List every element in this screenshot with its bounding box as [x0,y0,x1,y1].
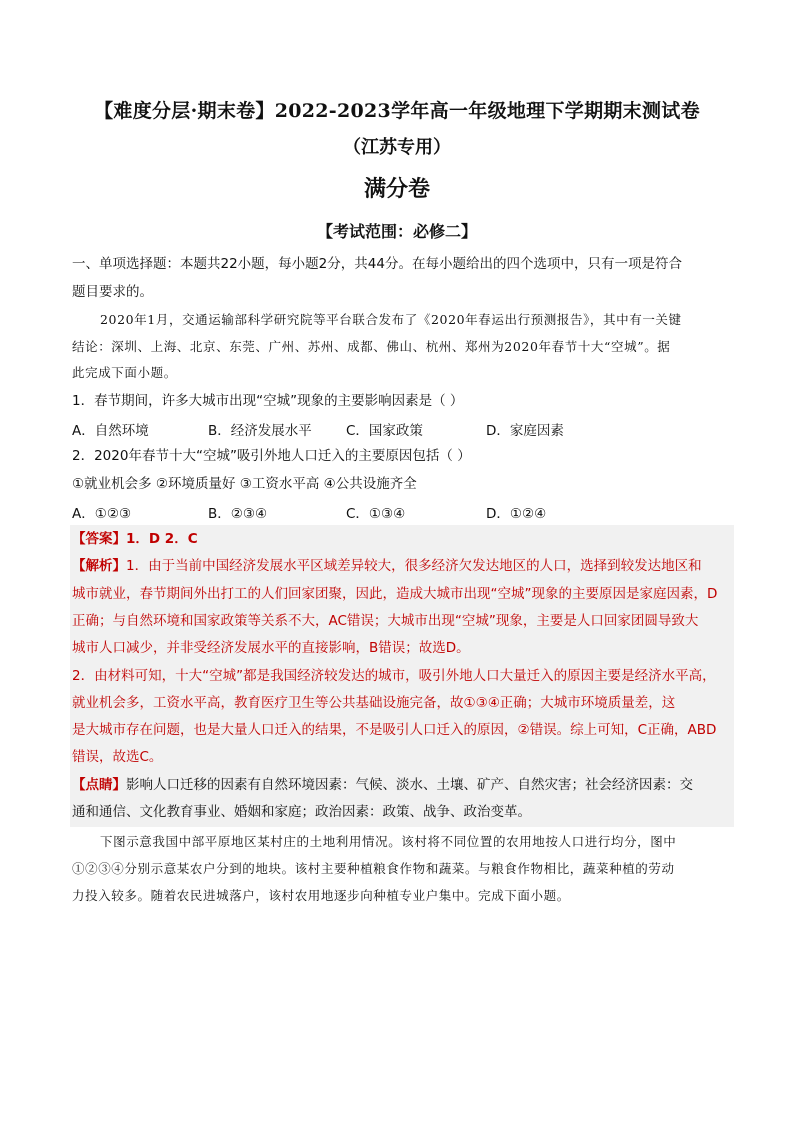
analysis-text: 1．由于当前中国经济发展水平区域差异较大，很多经济欠发达地区的人口，选择到较发达地区和 [126,558,702,574]
q1-option-a: A．自然环境 [72,423,149,439]
question-2-items: ①就业机会多 ②环境质量好 ③工资水平高 ④公共设施齐全 [72,476,417,492]
q2-option-a: A．①②③ [72,506,132,522]
material-1-line: 此完成下面小题。 [72,365,177,380]
material-2-line: ①②③④分别示意某农户分到的地块。该村主要种植粮食作物和蔬菜。与粮食作物相比，蔬菜种植的劳动 [72,861,675,876]
section-heading: 一、单项选择题：本题共22小题，每小题2分，共44分。在每小题给出的四个选项中，只有一项是符合 [72,256,682,272]
question-2-stem: 2．2020年春节十大“空城”吸引外地人口迁入的主要原因包括（ ） [72,448,471,464]
q1-option-d: D．家庭因素 [486,423,564,439]
q2-option-c: C．①③④ [346,506,406,522]
exam-title: 【难度分层·期末卷】2022-2023学年高一年级地理下学期期末测试卷 [94,100,700,122]
analysis-line: 就业机会多，工资水平高，教育医疗卫生等公共基础设施完备，故①③④正确；大城市环境质量差，这 [72,695,676,711]
material-2-line: 力投入较多。随着农民进城落户，该村农用地逐步向种植专业户集中。完成下面小题。 [72,888,570,903]
tip-line: 通和通信、文化教育事业、婚姻和家庭；政治因素：政策、战争、政治变革。 [72,804,531,820]
analysis-line: 是大城市存在问题，也是大量人口迁入的结果，不是吸引人口迁入的原因，②错误。综上可知，C正确，ABD [72,722,717,738]
difficulty-level: 满分卷 [363,176,430,202]
analysis-line: 正确；与自然环境和国家政策等关系不大，AC错误；大城市出现“空城”现象，主要是人口回家团圆导致大 [72,613,699,629]
answer-label: 【答案】 [72,531,126,547]
question-1-stem: 1．春节期间，许多大城市出现“空城”现象的主要影响因素是（ ） [72,393,464,409]
analysis-line: 2．由材料可知，十大“空城”都是我国经济较发达的城市，吸引外地人口大量迁入的原因主要是经济水平高， [72,668,716,684]
tip-text: 影响人口迁移的因素有自然环境因素：气候、淡水、土壤、矿产、自然灾害；社会经济因素：交 [126,777,693,793]
analysis-line: 错误，故选C。 [72,749,163,765]
analysis-line: 城市人口减少，并非受经济发展水平的直接影响，B错误；故选D。 [72,640,470,656]
tip-line [72,775,732,795]
material-1-line: 结论：深圳、上海、北京、东莞、广州、苏州、成都、佛山、杭州、郑州为2020年春节十大“空城”。据 [72,339,671,354]
section-heading-cont: 题目要求的。 [72,284,153,300]
material-1-line: 2020年1月，交通运输部科学研究院等平台联合发布了《2020年春运出行预测报告》，其中有一关键 [100,312,682,327]
analysis-label: 【解析】 [72,558,126,574]
answer-line [72,529,732,549]
exam-scope: 【考试范围：必修二】 [316,222,477,241]
analysis-line [72,556,732,576]
analysis-line: 城市就业，春节期间外出打工的人们回家团聚，因此，造成大城市出现“空城”现象的主要原因是家庭因素，D [72,586,718,602]
q2-option-b: B．②③④ [208,506,268,522]
q2-option-d: D．①②④ [486,506,547,522]
tip-label: 【点睛】 [72,777,126,793]
answer-text: 1．D 2．C [126,531,198,547]
material-2-line: 下图示意我国中部平原地区某村庄的土地利用情况。该村将不同位置的农用地按人口进行均分，图中 [100,834,677,849]
exam-subtitle: （江苏专用） [343,137,451,158]
q1-option-b: B．经济发展水平 [208,423,312,439]
q1-option-c: C．国家政策 [346,423,423,439]
